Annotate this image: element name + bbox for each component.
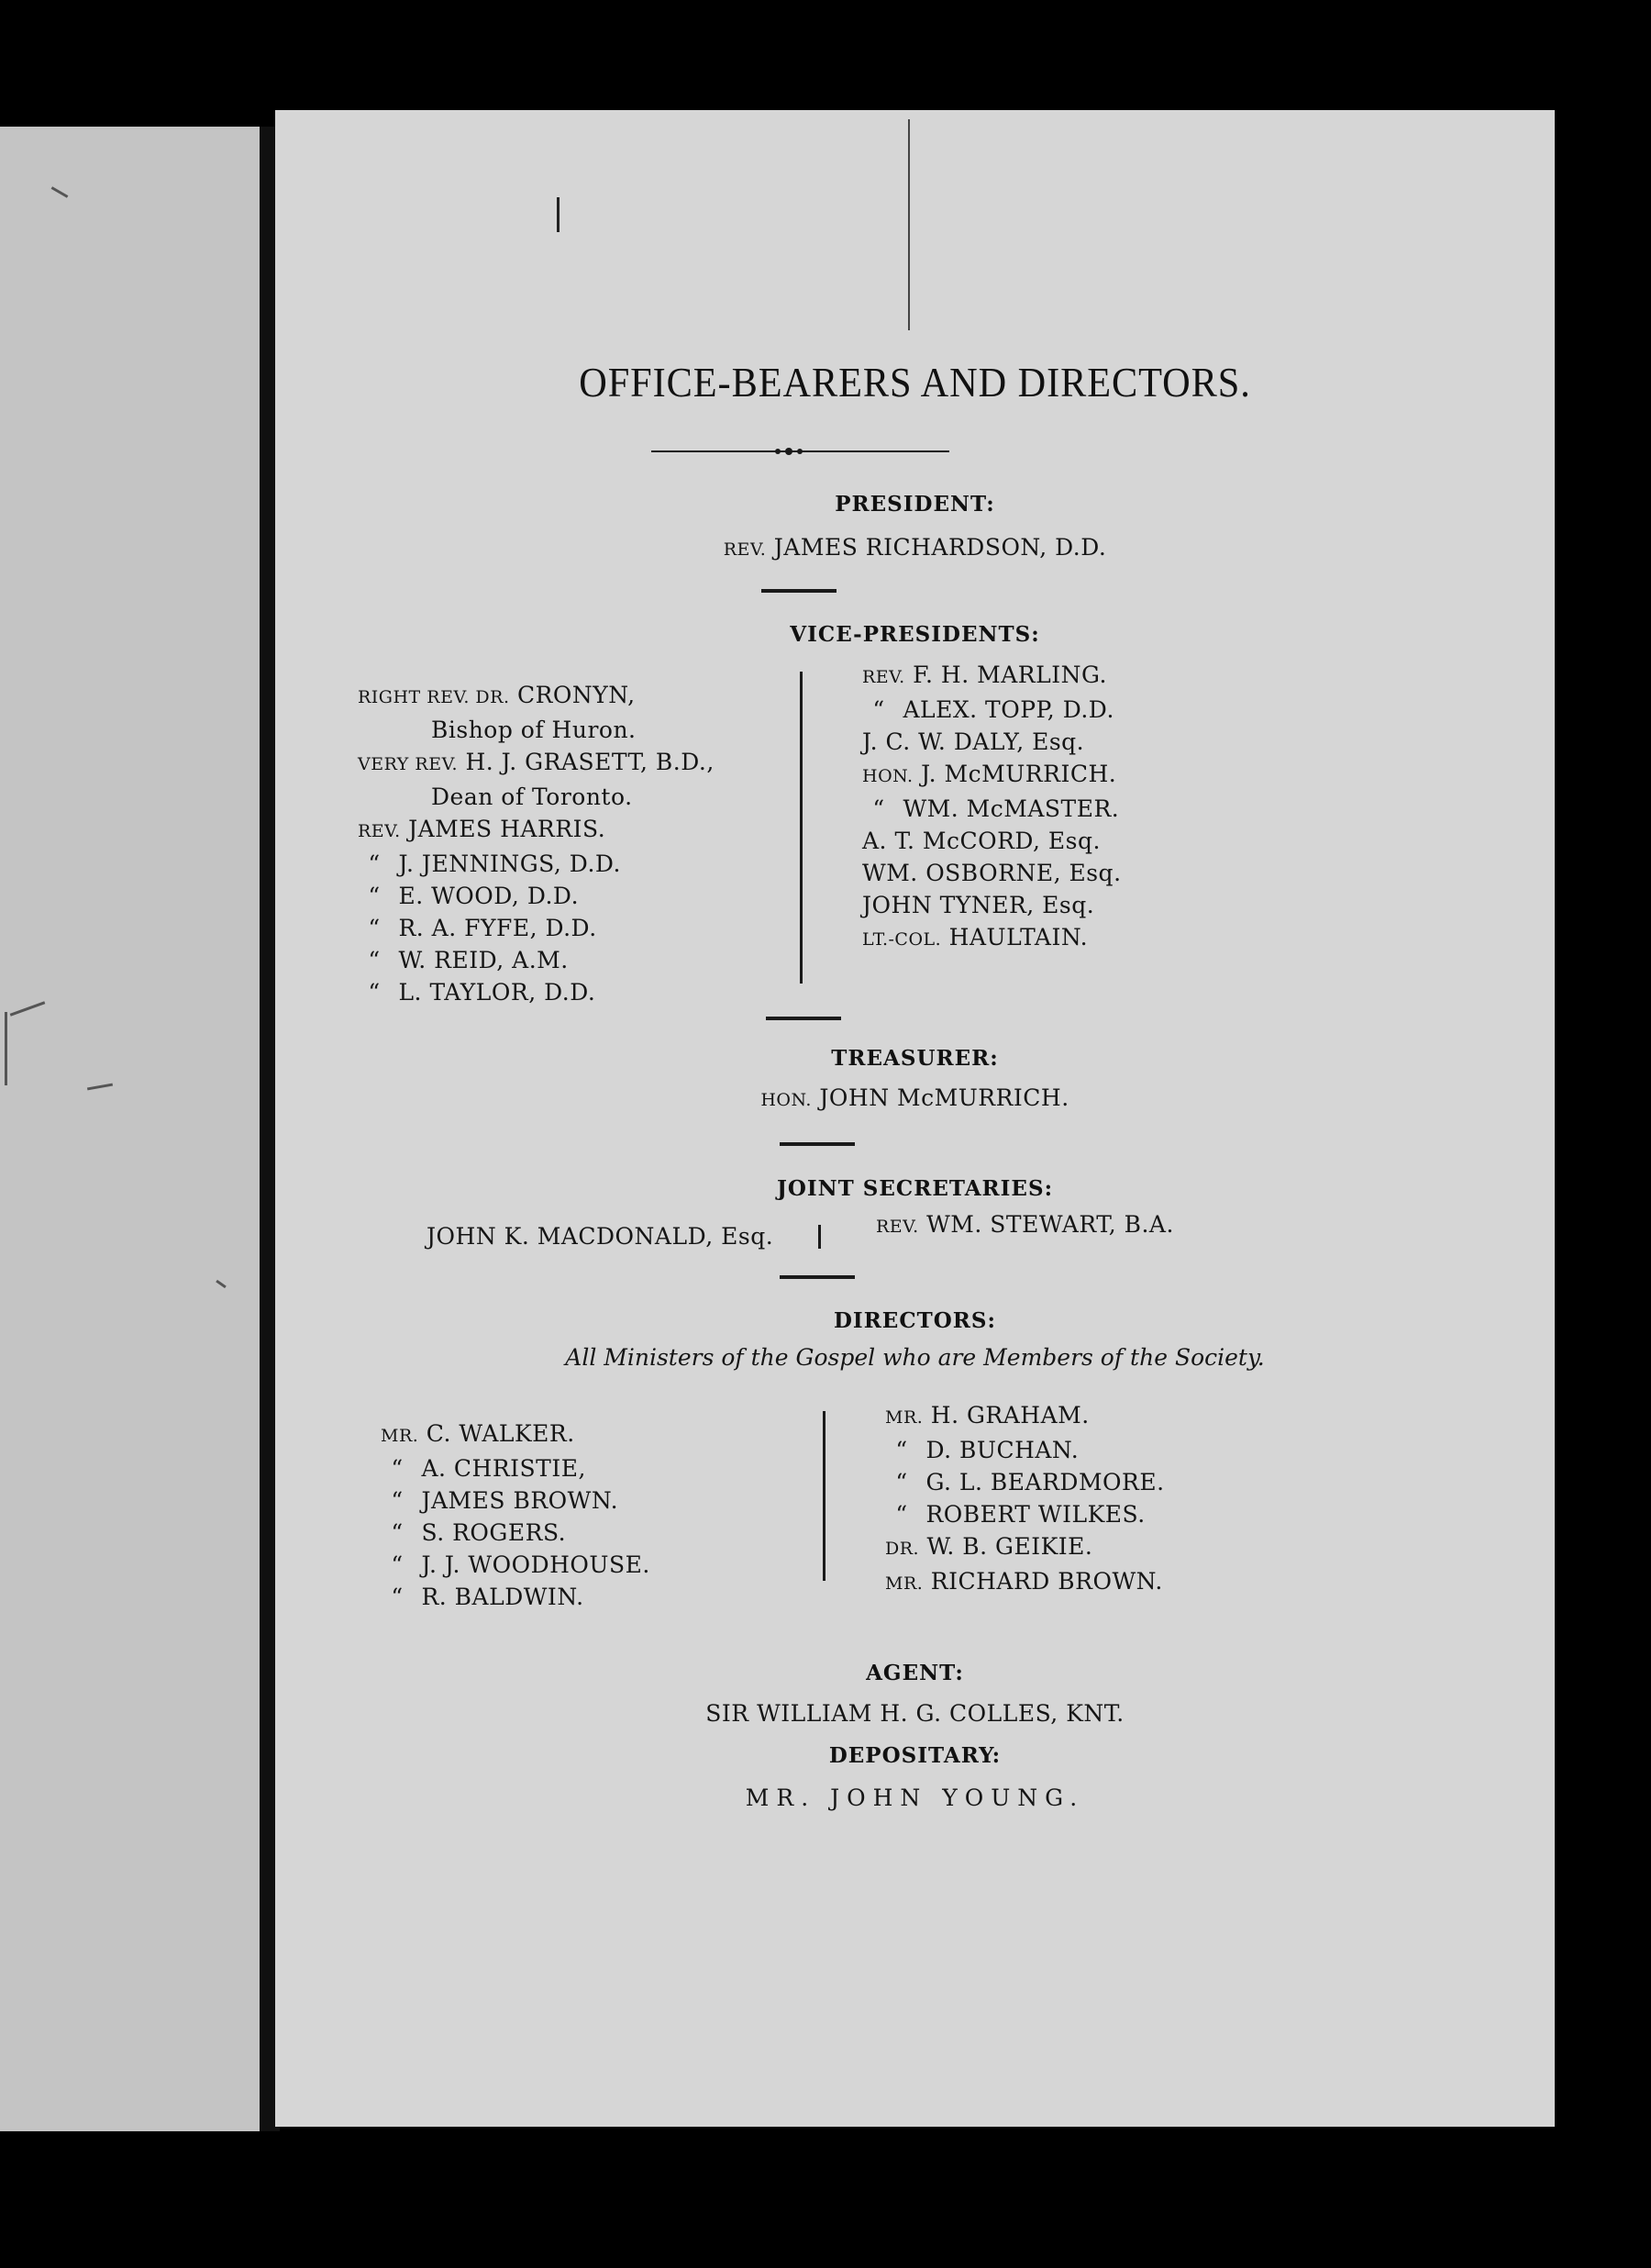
list-item <box>358 976 715 1008</box>
list-item-name: J. JENNINGS, D.D. <box>398 850 621 877</box>
scan-speck <box>5 1012 7 1085</box>
list-item <box>358 848 715 880</box>
list-item-prefix: “ <box>391 1487 404 1514</box>
treasurer-heading: TREASURER: <box>831 1046 999 1071</box>
list-item <box>358 813 715 848</box>
directors-left-column <box>381 1418 650 1613</box>
list-item-prefix: “ <box>368 850 381 877</box>
list-item <box>358 912 715 944</box>
list-item <box>358 679 715 714</box>
list-item <box>381 1452 650 1484</box>
depositary-name: MR. JOHN YOUNG. <box>745 1784 1085 1811</box>
list-item-name: WM. OSBORNE, Esq. <box>862 860 1122 886</box>
section-rule <box>761 589 837 593</box>
scan-speck <box>87 1084 113 1091</box>
list-item-prefix: “ <box>391 1519 404 1546</box>
list-item-name: F. H. MARLING. <box>913 662 1107 688</box>
president-value: JAMES RICHARDSON, D.D. <box>773 534 1107 561</box>
list-item-name: JAMES HARRIS. <box>408 816 606 842</box>
list-item-prefix: “ <box>895 1437 908 1463</box>
list-item <box>358 944 715 976</box>
list-item-name: J. McMURRICH. <box>921 761 1117 787</box>
list-item-prefix: VERY REV. <box>358 754 459 774</box>
list-item <box>381 1549 650 1581</box>
list-item-name: A. CHRISTIE, <box>421 1455 586 1482</box>
list-item-name: RICHARD BROWN. <box>930 1568 1163 1595</box>
list-item <box>862 659 1122 694</box>
list-item <box>862 758 1122 793</box>
president-name <box>275 534 1555 561</box>
scan-speck <box>51 186 69 198</box>
list-item-prefix: REV. <box>862 667 905 687</box>
directors-right-column <box>885 1399 1165 1600</box>
treasurer-prefix: HON. <box>760 1090 812 1110</box>
directors-heading: DIRECTORS: <box>833 1308 997 1333</box>
president-prefix: REV. <box>723 539 767 560</box>
list-item <box>358 880 715 912</box>
list-item-name: R. BALDWIN. <box>421 1584 584 1610</box>
list-item <box>358 714 715 746</box>
list-item-prefix: “ <box>895 1501 908 1528</box>
list-item-name: C. WALKER. <box>426 1420 575 1447</box>
section-rule <box>766 1017 841 1020</box>
directors-note: All Ministers of the Gospel who are Members of the Society. <box>565 1344 1265 1371</box>
vice-presidents-right-column <box>862 659 1122 956</box>
section-rule <box>780 1142 855 1146</box>
list-item-name: ALEX. TOPP, D.D. <box>903 696 1114 723</box>
list-item-name: H. GRAHAM. <box>930 1402 1090 1429</box>
list-item-name: A. T. McCORD, Esq. <box>862 828 1101 854</box>
list-item <box>862 793 1122 825</box>
facing-page <box>0 127 260 2131</box>
list-item-prefix: “ <box>872 696 885 723</box>
list-item <box>885 1466 1165 1498</box>
list-item-name: E. WOOD, D.D. <box>398 883 580 909</box>
list-item-prefix: REV. <box>358 821 401 841</box>
list-item-name: J. J. WOODHOUSE. <box>421 1551 650 1578</box>
list-item-prefix: “ <box>368 947 381 973</box>
joint-secretaries-heading: JOINT SECRETARIES: <box>776 1176 1054 1201</box>
agent-heading: AGENT: <box>866 1661 964 1685</box>
list-item-name: D. BUCHAN. <box>925 1437 1080 1463</box>
list-item <box>358 746 715 781</box>
scan-speck <box>10 1001 46 1017</box>
list-item-name: WM. McMASTER. <box>903 795 1120 822</box>
list-item-name: Dean of Toronto. <box>431 784 633 810</box>
list-item <box>381 1581 650 1613</box>
list-item-prefix: HON. <box>862 766 914 786</box>
list-item <box>862 921 1122 956</box>
list-item <box>381 1517 650 1549</box>
president-heading: PRESIDENT: <box>835 492 995 517</box>
column-divider <box>800 672 803 984</box>
list-item <box>381 1484 650 1517</box>
list-item-prefix: MR. <box>381 1426 419 1446</box>
list-item-name: JOHN TYNER, Esq. <box>862 892 1095 918</box>
scan-speck <box>908 119 910 330</box>
joint-secretary-right-prefix: REV. <box>876 1217 919 1237</box>
list-item <box>862 889 1122 921</box>
joint-secretary-left: JOHN K. MACDONALD, Esq. <box>427 1223 774 1250</box>
list-item-name: CRONYN, <box>516 682 636 708</box>
column-divider <box>823 1411 826 1581</box>
list-item <box>885 1434 1165 1466</box>
list-item <box>381 1418 650 1452</box>
list-item <box>885 1565 1165 1600</box>
list-item-prefix: “ <box>368 883 381 909</box>
column-divider <box>818 1225 821 1249</box>
list-item <box>862 857 1122 889</box>
list-item-name: H. J. GRASETT, B.D., <box>465 749 715 775</box>
list-item <box>358 781 715 813</box>
treasurer-value: JOHN McMURRICH. <box>819 1084 1069 1111</box>
depositary-heading: DEPOSITARY: <box>828 1743 1002 1768</box>
scan-speck <box>557 197 560 232</box>
joint-secretary-right <box>876 1211 1174 1238</box>
list-item-prefix: “ <box>391 1584 404 1610</box>
list-item-name: ROBERT WILKES. <box>925 1501 1146 1528</box>
list-item <box>885 1530 1165 1565</box>
page-title: OFFICE-BEARERS AND DIRECTORS. <box>579 359 1251 406</box>
treasurer-name <box>275 1084 1555 1111</box>
list-item-name: HAULTAIN. <box>948 924 1089 951</box>
vice-presidents-heading: VICE-PRESIDENTS: <box>790 622 1040 647</box>
scan-speck <box>216 1280 227 1288</box>
list-item-prefix: “ <box>368 915 381 941</box>
list-item-name: S. ROGERS. <box>421 1519 567 1546</box>
list-item-prefix: MR. <box>885 1407 924 1428</box>
list-item-prefix: “ <box>368 979 381 1006</box>
list-item-name: W. B. GEIKIE. <box>926 1533 1093 1560</box>
list-item-name: R. A. FYFE, D.D. <box>398 915 597 941</box>
list-item-name: W. REID, A.M. <box>398 947 569 973</box>
document-page <box>275 110 1555 2127</box>
section-rule <box>780 1275 855 1279</box>
list-item <box>862 694 1122 726</box>
list-item-prefix: “ <box>391 1551 404 1578</box>
vice-presidents-left-column <box>358 679 715 1008</box>
list-item <box>885 1498 1165 1530</box>
list-item-prefix: RIGHT REV. DR. <box>358 687 510 707</box>
list-item-prefix: MR. <box>885 1573 924 1594</box>
list-item-prefix: “ <box>391 1455 404 1482</box>
list-item-name: JAMES BROWN. <box>421 1487 619 1514</box>
agent-name: SIR WILLIAM H. G. COLLES, KNT. <box>705 1700 1125 1727</box>
list-item-name: Bishop of Huron. <box>431 717 637 743</box>
list-item-prefix: LT.-COL. <box>862 929 942 950</box>
list-item-prefix: DR. <box>885 1539 920 1559</box>
list-item <box>885 1399 1165 1434</box>
ornament-divider <box>651 445 949 458</box>
list-item-name: J. C. W. DALY, Esq. <box>862 728 1085 755</box>
list-item-prefix: “ <box>895 1469 908 1495</box>
list-item <box>862 825 1122 857</box>
joint-secretary-right-name: WM. STEWART, B.A. <box>926 1211 1174 1238</box>
list-item <box>862 726 1122 758</box>
list-item-name: G. L. BEARDMORE. <box>925 1469 1165 1495</box>
list-item-name: L. TAYLOR, D.D. <box>398 979 596 1006</box>
list-item-prefix: “ <box>872 795 885 822</box>
